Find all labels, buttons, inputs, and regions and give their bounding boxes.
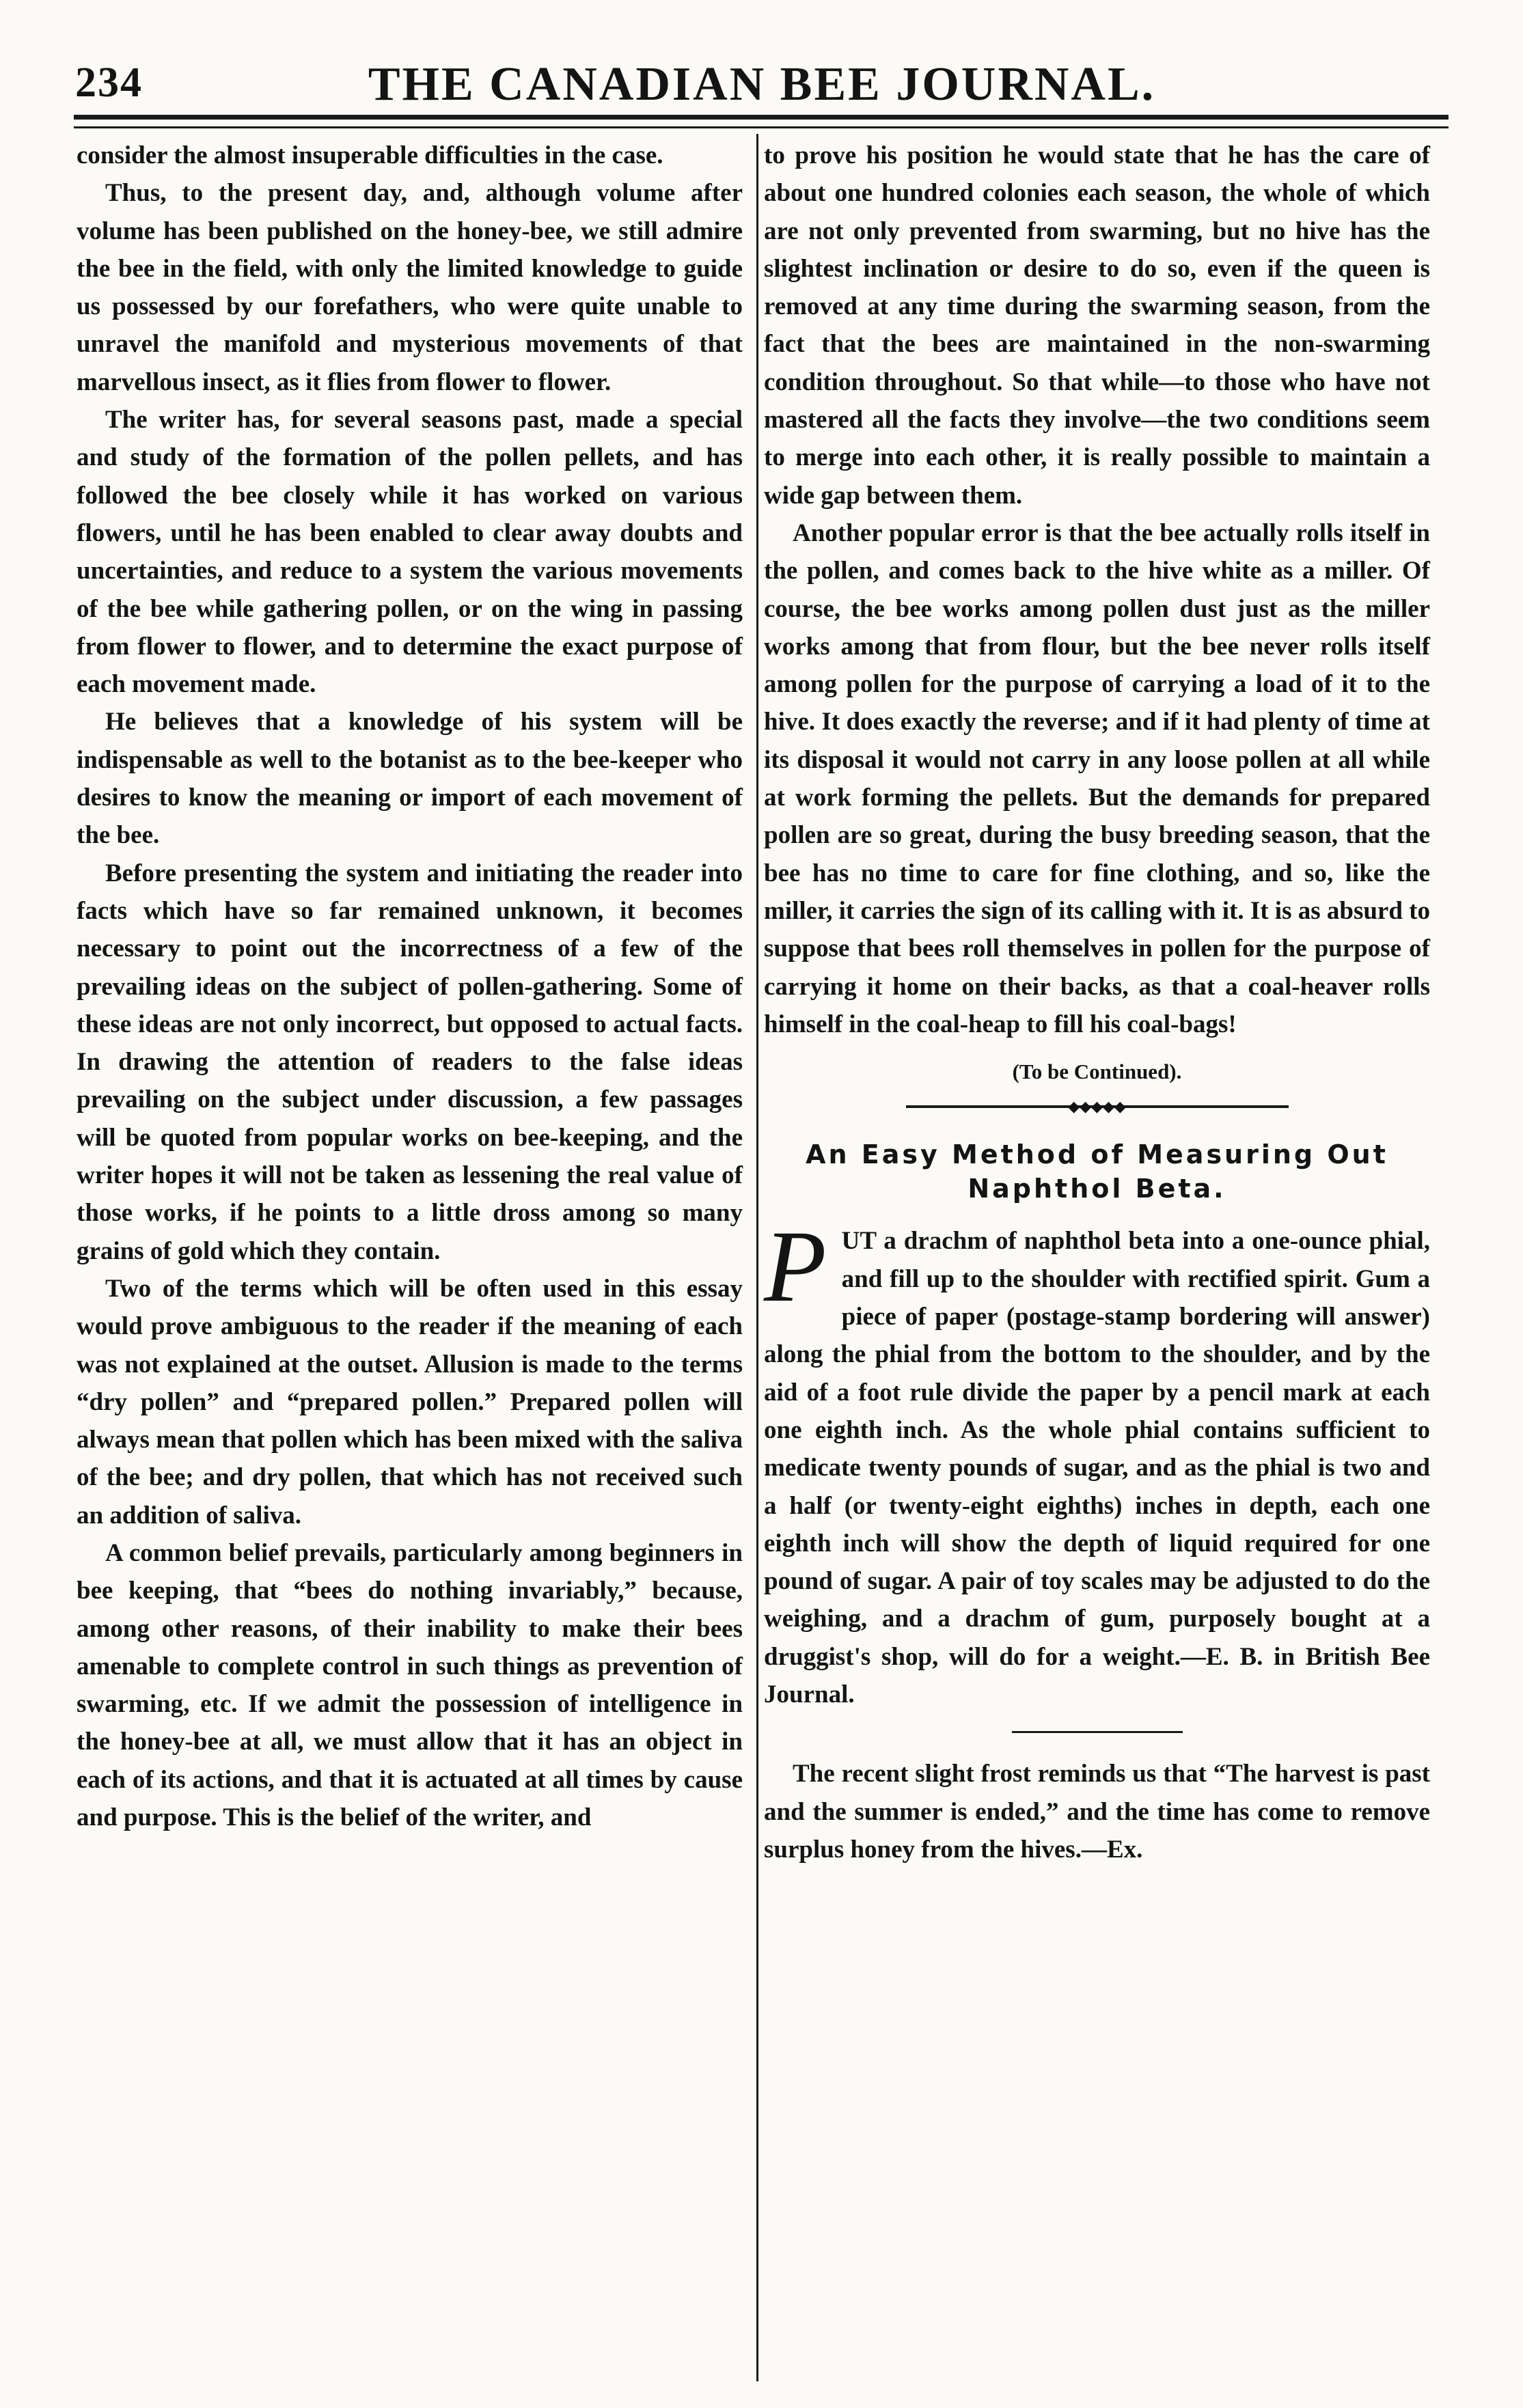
header-rule-thick [74,115,1449,120]
article-title: An Easy Method of Measuring Out Naphthol Beta. [806,1139,1388,1204]
continued-note: (To be Continued). [1012,1060,1182,1084]
paragraph: consider the almost insuperable difficulties in the case. [77,141,663,169]
page-header [75,53,1449,115]
paragraph: Thus, to the present day, and, although volume after volume has been published on the honey-bee, we still admire the bee in the field, with only the limited knowledge to guide us possessed by our forefathers, who were quite unable to unravel the manifold and mysterious movements of that marvellous insect, as it flies from flower to flower. [77,179,743,396]
closing-note: The recent slight frost reminds us that “The harvest is past and the summer is ended,” and the time has come to remove surplus honey from the hives.—Ex. [764,1760,1430,1864]
separator-ornament: ◆◆◆◆◆ [1068,1098,1126,1116]
paragraph: Another popular error is that the bee actually rolls itself in the pollen, and comes back to the hive white as a miller. Of course, the bee works among pollen dust just as the miller works among that from flour, but the bee never rolls itself among pollen for the purpose of carrying a load of it to the hive. It does exactly the reverse; and if it had plenty of time at its disposal it would not carry in any loose pollen at all while at work forming the pellets. But the demands for prepared pollen are so great, during the busy breeding season, that the bee has no time to care for fine clothing, and so, like the miller, it carries the sign of its calling with it. It is as absurd to suppose that bees roll themselves in pollen for the purpose of carrying it home on their backs, as that a coal-heaver rolls himself in the coal-heap to fill his coal-bags! [764,518,1430,1038]
right-column [764,137,1430,1868]
paragraph: He believes that a knowledge of his system will be indispensable as well to the botanist as to the bee-keeper who desires to know the meaning or import of each movement of the bee. [77,708,743,850]
header-rule-thin [74,126,1449,128]
short-rule [1012,1731,1183,1733]
journal-title: THE CANADIAN BEE JOURNAL. [368,58,1156,111]
paragraph: Two of the terms which will be often used in this essay would prove ambiguous to the reader if the meaning of each was not explained at the outset. Allusion is made to the terms “dry pollen” and “prepared pollen.” Prepared pollen will always mean that pollen which has been mixed with the saliva of the bee; and dry pollen, that which has not received such an addition of saliva. [77,1274,743,1530]
paragraph: to prove his position he would state that he has the care of about one hundred colonies each season, the whole of which are not only prevented from swarming, but no hive has the slightest inclination or desire to do so, even if the queen is removed at any time during the swarming season, from the fact that the bees are maintained in the non-swarming condition throughout. So that while—to those who have not mastered all the facts they involve—the two conditions seem to merge into each other, it is really possible to maintain a wide gap between them. [764,141,1430,510]
column-divider [756,134,758,2381]
paragraph: UT a drachm of naphthol beta into a one-ounce phial, and fill up to the shoulder with rectified spirit. Gum a piece of paper (postage-stamp bordering will answer) along the phial from the bottom to the shoulder, and by the aid of a foot rule divide the paper by a pencil mark at each one eighth inch. As the whole phial contains sufficient to medicate twenty pounds of sugar, and as the phial is two and a half (or twenty-eight eighths) inches in depth, each one eighth inch will show the depth of liquid required for one pound of sugar. A pair of toy scales may be adjusted to do the weighing, and a drachm of gum, purposely bought at a druggist's shop, will do for a weight.—E. B. in British Bee Journal. [764,1227,1430,1708]
paragraph: The writer has, for several seasons past, made a special and study of the formation of the pollen pellets, and has followed the bee closely while it has worked on various flowers, until he has been enabled to clear away doubts and uncertainties, and reduce to a system the various movements of the bee while gathering pollen, or on the wing in passing from flower to flower, and to determine the exact purpose of each movement made. [77,406,743,699]
paragraph: Before presenting the system and initiating the reader into facts which have so far remained unknown, it becomes necessary to point out the incorrectness of a few of the prevailing ideas on the subject of pollen-gathering. Some of these ideas are not only incorrect, but opposed to actual facts. In drawing the attention of readers to the false ideas prevailing on the subject under discussion, a few passages will be quoted from popular works on bee-keeping, and the writer hopes it will not be taken as lessening the real value of those works, if he points to a little dross among so many grains of gold which they contain. [77,859,743,1265]
paragraph: A common belief prevails, particularly among beginners in bee keeping, that “bees do nothing invariably,” because, among other reasons, of their inability to make their bees amenable to complete control in such things as prevention of swarming, etc. If we admit the possession of intelligence in the honey-bee at all, we must allow that it has an object in each of its actions, and that it is actuated at all times by cause and purpose. This is the belief of the writer, and [77,1538,743,1832]
article-body [764,1210,1430,1713]
left-column [77,137,743,1836]
page-number: 234 [75,59,143,106]
drop-cap: P [764,1210,827,1324]
